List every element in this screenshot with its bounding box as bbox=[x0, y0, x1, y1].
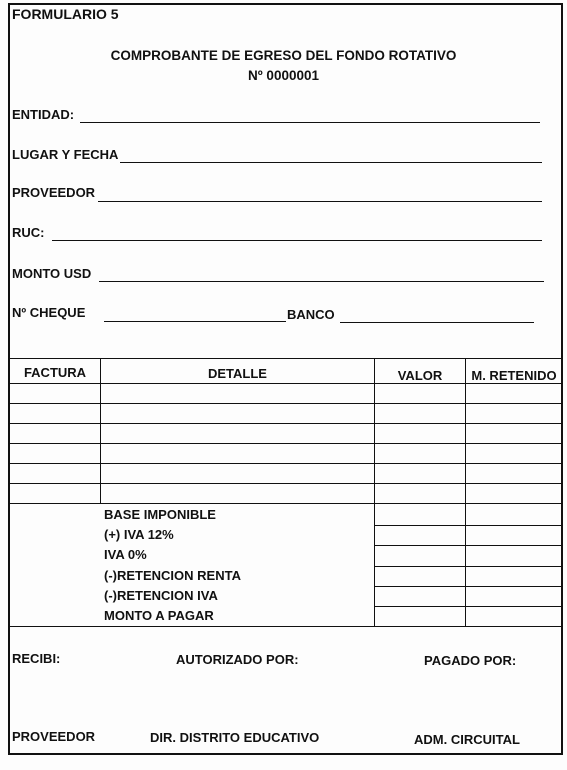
label-entidad: ENTIDAD: bbox=[12, 107, 75, 122]
summary-bottom-border bbox=[8, 626, 563, 627]
header-detalle: DETALLE bbox=[208, 366, 267, 381]
signature-director: DIR. DISTRITO EDUCATIVO bbox=[150, 730, 320, 745]
field-cheque-line[interactable] bbox=[104, 321, 286, 322]
form-serial-number: Nº 0000001 bbox=[248, 68, 319, 83]
summary-retencion-iva: (-)RETENCION IVA bbox=[104, 588, 218, 603]
field-entidad-line[interactable] bbox=[80, 122, 540, 123]
table-row bbox=[8, 423, 563, 424]
summary-row bbox=[374, 586, 563, 587]
label-autorizado-por: AUTORIZADO POR: bbox=[176, 652, 299, 667]
label-pagado-por: PAGADO POR: bbox=[424, 653, 517, 668]
summary-retencion-renta: (-)RETENCION RENTA bbox=[104, 568, 241, 583]
table-row bbox=[8, 503, 563, 504]
header-valor: VALOR bbox=[397, 368, 443, 383]
label-banco: BANCO bbox=[287, 307, 335, 322]
field-banco-line[interactable] bbox=[340, 322, 534, 323]
label-cheque: Nº CHEQUE bbox=[12, 305, 86, 320]
label-lugar-fecha: LUGAR Y FECHA bbox=[12, 147, 119, 162]
field-monto-line[interactable] bbox=[99, 281, 544, 282]
field-lugar-fecha-line[interactable] bbox=[120, 162, 542, 163]
table-row bbox=[8, 463, 563, 464]
header-m-retenido: M. RETENIDO bbox=[471, 368, 557, 383]
summary-iva-0: IVA 0% bbox=[104, 547, 147, 562]
field-ruc-line[interactable] bbox=[52, 240, 542, 241]
table-row bbox=[8, 403, 563, 404]
col-divider-detalle bbox=[374, 358, 375, 626]
field-proveedor-line[interactable] bbox=[98, 201, 542, 202]
summary-base-imponible: BASE IMPONIBLE bbox=[104, 507, 216, 522]
table-top-border bbox=[8, 358, 563, 359]
table-header-bottom bbox=[8, 383, 563, 384]
summary-row bbox=[374, 525, 563, 526]
header-factura: FACTURA bbox=[23, 365, 87, 380]
table-row bbox=[8, 483, 563, 484]
label-ruc: RUC: bbox=[12, 225, 45, 240]
signature-adm-circuital: ADM. CIRCUITAL bbox=[414, 732, 520, 747]
label-proveedor: PROVEEDOR bbox=[12, 185, 96, 200]
summary-monto-a-pagar: MONTO A PAGAR bbox=[104, 608, 214, 623]
label-recibi: RECIBI: bbox=[12, 651, 61, 666]
summary-row bbox=[374, 566, 563, 567]
signature-proveedor: PROVEEDOR bbox=[12, 729, 96, 744]
col-divider-valor bbox=[465, 358, 466, 626]
label-monto: MONTO USD bbox=[12, 266, 92, 281]
form-number: FORMULARIO 5 bbox=[12, 6, 119, 22]
summary-row bbox=[374, 545, 563, 546]
summary-iva-12: (+) IVA 12% bbox=[104, 527, 174, 542]
form-title: COMPROBANTE DE EGRESO DEL FONDO ROTATIVO bbox=[110, 48, 457, 63]
table-row bbox=[8, 443, 563, 444]
summary-row bbox=[374, 606, 563, 607]
